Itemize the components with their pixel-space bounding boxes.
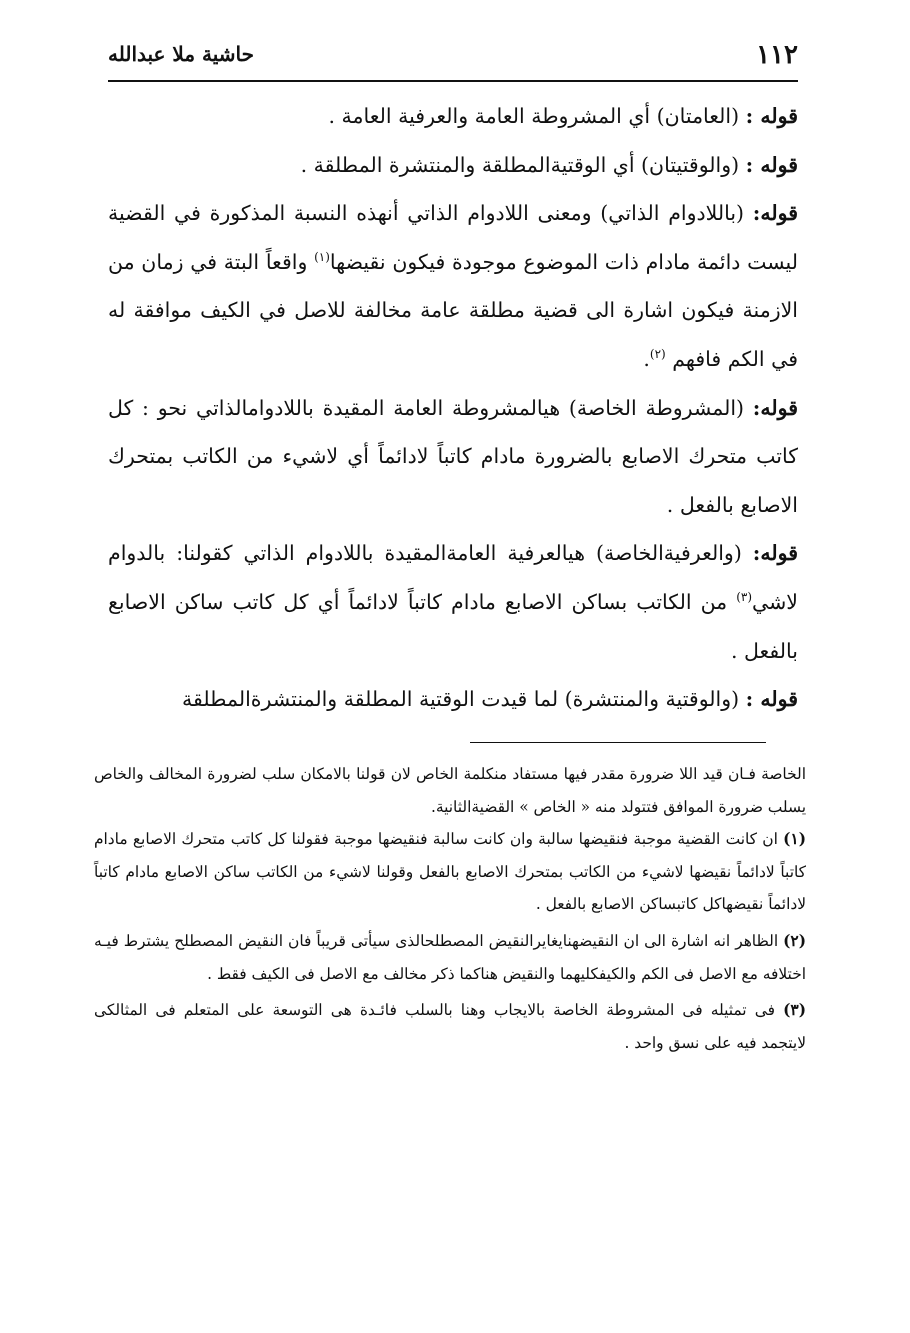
paragraph xyxy=(108,675,798,724)
paragraph-lead: قوله: xyxy=(752,541,798,566)
paragraph-text: (المشروطة الخاصة) هيالمشروطة العامة المقيدة باللادوامالذاتي نحو : كل كاتب متحرك الاصابع بالضرورة مادام كاتباً لادائماً أي لاشيء من الكاتب بمتحرك الاصابع بالفعل . xyxy=(108,395,798,517)
footnote-number: (٣) xyxy=(783,1001,806,1020)
footnote-text: فى تمثيله فى المشروطة الخاصة بالايجاب وهنا بالسلب فائـدة هى التوسعة على المتعلم فى المثالكى لايتجمد فيه على نسق واحد . xyxy=(94,1001,806,1052)
paragraph xyxy=(108,189,798,383)
paragraph-lead: قوله: xyxy=(752,201,798,226)
main-text xyxy=(108,92,798,724)
paragraph-text: من الكاتب بساكن الاصابع مادام كاتباً لادائماً أي كل كاتب ساكن الاصابع بالفعل . xyxy=(108,589,798,663)
paragraph-text: (والوقتيتان) أي الوقتيةالمطلقة والمنتشرة المطلقة . xyxy=(300,152,746,177)
page-number: ١١٢ xyxy=(756,40,798,70)
paragraph-text: (باللادوام الذاتي) ومعنى اللادوام الذاتي أنهذه النسبة المذكورة في القضية ليست دائمة مادام ذات الموضوع موجودة فيكون نقيضها xyxy=(108,201,798,274)
paragraph xyxy=(108,529,798,675)
paragraph-lead: قوله : xyxy=(745,104,798,128)
paragraph-text: (والعرفيةالخاصة) هيالعرفية العامةالمقيدة باللادوام الذاتي كقولنا: بالدوام لاشي xyxy=(108,541,798,614)
footnote-text: ان كانت القضية موجبة فنقيضها سالبة وان كانت سالبة فنقيضها موجبة فقولنا كل كاتب متحرك الاصابع مادام كاتباً لادائماً نقيضها لاشيء من الكاتب بمتحرك الاصابع بالفعل وقولنا لاشيء من الكاتب ساكن الاصابع مادام كاتباً لادائماً نقيضهاكل كاتبساكن الاصابع بالفعل . xyxy=(94,830,806,914)
paragraph-lead: قوله: xyxy=(752,395,798,420)
footnote-ref-2: (٢) xyxy=(649,347,666,362)
footnote-number: (١) xyxy=(783,830,806,849)
paragraph-text: . xyxy=(643,346,650,371)
footnote-ref-3: (٣) xyxy=(736,590,753,605)
paragraph-lead: قوله : xyxy=(745,687,798,712)
footnote-continuation: الخاصة فـان قيد اللا ضرورة مقدر فيها مستفاد منكلمة الخاص لان قولنا بالامكان سلب لضرورة المخالف والخاص يسلب ضرورة الموافق فتتولد منه « الخاص » القضيةالثانية. xyxy=(94,765,806,816)
paragraph-text: (العامتان) أي المشروطة العامة والعرفية العامة . xyxy=(328,104,746,128)
footnotes xyxy=(94,758,806,1059)
paragraph xyxy=(108,92,798,141)
page-header xyxy=(108,34,798,82)
footnote-number: (٢) xyxy=(783,931,806,950)
paragraph-lead: قوله : xyxy=(745,152,798,177)
footnote xyxy=(94,823,806,921)
footnote-ref-1: (١) xyxy=(314,249,330,264)
footnote xyxy=(94,994,806,1059)
footnote-separator xyxy=(470,742,766,743)
footnote xyxy=(94,925,806,990)
paragraph xyxy=(108,384,798,530)
paragraph-text: (والوقتية والمنتشرة) لما قيدت الوقتية المطلقة والمنتشرةالمطلقة xyxy=(182,687,746,712)
running-title: حاشية ملا عبدالله xyxy=(108,42,255,66)
paragraph-text: واقعاً البتة في زمان من الازمنة فيكون اشارة الى قضية مطلقة عامة مخالفة للاصل في الكيف موافقة له في الكم فافهم xyxy=(108,249,798,371)
paragraph xyxy=(108,141,798,190)
footnote-text: الظاهر انه اشارة الى ان النقيضهنايغايرالنقيض المصطلحالذى سيأتى قريباً فان النقيض المصطلح يشترط فيـه اختلافه مع الاصل فى الكم والكيفكليهما والنقيض هناكما ذكر مخالف مع الاصل فى الكيف فقط . xyxy=(94,931,806,983)
